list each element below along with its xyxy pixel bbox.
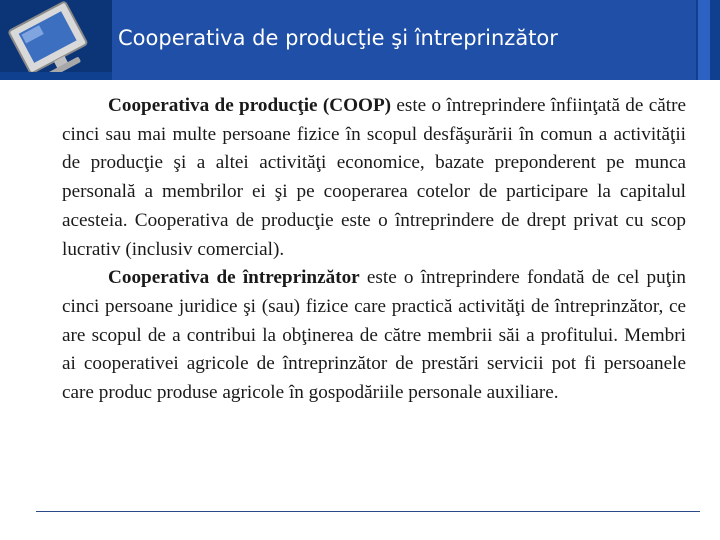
header-accent-strip bbox=[698, 0, 710, 80]
footer-divider bbox=[36, 511, 700, 512]
computer-monitor-icon bbox=[0, 0, 112, 72]
term-coop-productie: Cooperativa de producţie (COOP) bbox=[108, 95, 392, 116]
paragraph-coop-productie bbox=[62, 92, 686, 264]
definition-coop-intreprinzator: este o întreprindere fondată de cel puţin cinci persoane juridice şi (sau) fizice care practică activităţi de întreprinzător, ce are scopul de a contribui la obţinerea de către membrii săi a profitului. Membri ai cooperativei agricole de întreprinzător de prestări servicii pot fi persoanele care produc produse agricole în gospodăriile personale auxiliare. bbox=[62, 267, 686, 404]
document-body bbox=[62, 92, 686, 408]
page-title: Cooperativa de producţie şi întreprinzător bbox=[118, 26, 558, 50]
term-coop-intreprinzator: Cooperativa de întreprinzător bbox=[108, 267, 360, 289]
paragraph-coop-intreprinzator bbox=[62, 264, 686, 408]
definition-coop-productie: este o întreprindere înfiinţată de către cinci sau mai multe persoane fizice în scopul desfăşurării în comun a activităţii de producţie şi a altei activităţi economice, bazate preponderent pe munca personală a membrilor ei şi pe cooperarea cotelor de participare la capitalul acesteia. Cooperativa de producţie este o întreprindere de drept privat cu scop lucrativ (inclusiv comercial). bbox=[62, 95, 686, 260]
